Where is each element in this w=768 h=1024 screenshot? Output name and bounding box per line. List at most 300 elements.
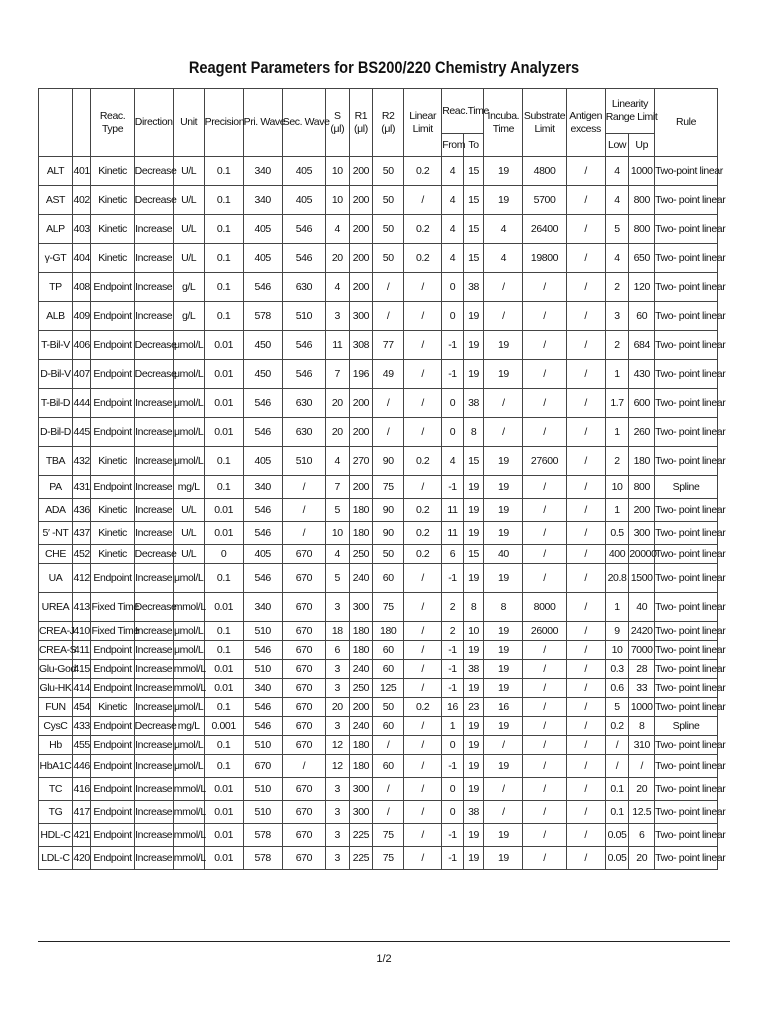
cell-substrate-limit: / <box>523 476 566 499</box>
cell-precision: 0.1 <box>204 447 243 476</box>
cell-s: 6 <box>325 641 349 660</box>
cell-r2: 125 <box>373 679 404 698</box>
cell-rule: Two- point linear <box>655 545 718 564</box>
cell-code: 421 <box>72 824 91 847</box>
table-row <box>39 717 718 736</box>
cell-reac-to: 15 <box>463 244 484 273</box>
header-sec-wave: Sec. Wave <box>282 89 325 157</box>
cell-incuba-time: / <box>484 389 523 418</box>
cell-range-up: 260 <box>629 418 655 447</box>
cell-direction: Increase <box>134 641 173 660</box>
cell-rule: Two- point linear <box>655 360 718 389</box>
cell-reac-from: 11 <box>442 522 464 545</box>
cell-linear-limit: / <box>404 302 442 331</box>
cell-reac-to: 23 <box>463 698 484 717</box>
cell-range-up: 800 <box>629 476 655 499</box>
table-row <box>39 331 718 360</box>
table-row <box>39 778 718 801</box>
cell-range-low: 0.05 <box>605 847 629 870</box>
cell-range-low: 0.6 <box>605 679 629 698</box>
cell-sec-wave: 670 <box>282 545 325 564</box>
cell-range-low: 10 <box>605 641 629 660</box>
cell-reac-to: 19 <box>463 679 484 698</box>
cell-reac-from: -1 <box>442 660 464 679</box>
cell-reac-to: 19 <box>463 847 484 870</box>
cell-range-up: 120 <box>629 273 655 302</box>
cell-range-up: 20 <box>629 778 655 801</box>
cell-range-up: 28 <box>629 660 655 679</box>
cell-unit: mg/L <box>173 476 204 499</box>
cell-s: 10 <box>325 186 349 215</box>
cell-substrate-limit: / <box>523 847 566 870</box>
cell-direction: Increase <box>134 679 173 698</box>
cell-r1: 180 <box>349 736 373 755</box>
cell-s: 3 <box>325 679 349 698</box>
cell-pri-wave: 510 <box>243 801 282 824</box>
table-row <box>39 679 718 698</box>
cell-linear-limit: 0.2 <box>404 522 442 545</box>
cell-direction: Increase <box>134 447 173 476</box>
cell-rule: Two- point linear <box>655 824 718 847</box>
cell-r1: 300 <box>349 778 373 801</box>
cell-s: 3 <box>325 593 349 622</box>
table-row <box>39 522 718 545</box>
cell-substrate-limit: / <box>523 360 566 389</box>
cell-range-low: 1 <box>605 360 629 389</box>
header-pri-wave: Pri. Wave <box>243 89 282 157</box>
cell-direction: Increase <box>134 244 173 273</box>
cell-code: 415 <box>72 660 91 679</box>
cell-unit: μmol/L <box>173 447 204 476</box>
cell-range-low: 1 <box>605 593 629 622</box>
table-row <box>39 418 718 447</box>
cell-substrate-limit: / <box>523 522 566 545</box>
cell-precision: 0.1 <box>204 622 243 641</box>
cell-reac-to: 19 <box>463 360 484 389</box>
cell-r2: / <box>373 302 404 331</box>
cell-r1: 300 <box>349 801 373 824</box>
cell-r2: 75 <box>373 847 404 870</box>
cell-r2: 50 <box>373 698 404 717</box>
cell-direction: Decrease <box>134 157 173 186</box>
cell-incuba-time: 19 <box>484 564 523 593</box>
cell-r1: 225 <box>349 847 373 870</box>
cell-s: 20 <box>325 418 349 447</box>
cell-reac-type: Kinetic <box>91 215 134 244</box>
cell-rule: Two- point linear <box>655 622 718 641</box>
cell-r2: / <box>373 273 404 302</box>
cell-pri-wave: 510 <box>243 778 282 801</box>
cell-sec-wave: 405 <box>282 157 325 186</box>
header-code <box>72 89 91 157</box>
cell-code: 452 <box>72 545 91 564</box>
cell-range-low: 2 <box>605 331 629 360</box>
cell-rule: Two- point linear <box>655 331 718 360</box>
cell-precision: 0.01 <box>204 847 243 870</box>
cell-direction: Increase <box>134 736 173 755</box>
cell-code: 416 <box>72 778 91 801</box>
cell-r1: 200 <box>349 418 373 447</box>
cell-reac-to: 15 <box>463 447 484 476</box>
cell-s: 3 <box>325 847 349 870</box>
cell-r2: 49 <box>373 360 404 389</box>
cell-r1: 240 <box>349 660 373 679</box>
cell-antigen-excess: / <box>566 564 605 593</box>
cell-linear-limit: 0.2 <box>404 215 442 244</box>
cell-range-up: 800 <box>629 186 655 215</box>
cell-range-low: 5 <box>605 698 629 717</box>
cell-range-low: 10 <box>605 476 629 499</box>
cell-range-low: / <box>605 755 629 778</box>
cell-reac-type: Fixed Time <box>91 622 134 641</box>
cell-incuba-time: 19 <box>484 660 523 679</box>
cell-code: 445 <box>72 418 91 447</box>
cell-code: 404 <box>72 244 91 273</box>
cell-s: 18 <box>325 622 349 641</box>
cell-incuba-time: 4 <box>484 244 523 273</box>
table-row <box>39 499 718 522</box>
cell-range-up: 20000 <box>629 545 655 564</box>
cell-linear-limit: / <box>404 186 442 215</box>
cell-precision: 0.1 <box>204 157 243 186</box>
cell-code: 412 <box>72 564 91 593</box>
cell-reac-type: Endpoint <box>91 360 134 389</box>
cell-reac-type: Kinetic <box>91 186 134 215</box>
cell-item: ALB <box>39 302 73 331</box>
cell-s: 11 <box>325 331 349 360</box>
cell-item: CysC <box>39 717 73 736</box>
cell-unit: mmol/L <box>173 847 204 870</box>
cell-reac-from: -1 <box>442 476 464 499</box>
cell-substrate-limit: / <box>523 418 566 447</box>
footer-divider <box>38 941 730 942</box>
cell-reac-type: Endpoint <box>91 736 134 755</box>
header-r1: R1 (μl) <box>349 89 373 157</box>
cell-direction: Increase <box>134 302 173 331</box>
cell-item: Hb <box>39 736 73 755</box>
cell-r1: 200 <box>349 244 373 273</box>
cell-sec-wave: 630 <box>282 273 325 302</box>
cell-reac-type: Kinetic <box>91 499 134 522</box>
cell-incuba-time: 8 <box>484 593 523 622</box>
cell-pri-wave: 546 <box>243 698 282 717</box>
cell-range-up: 6 <box>629 824 655 847</box>
cell-reac-from: 4 <box>442 186 464 215</box>
cell-precision: 0.1 <box>204 244 243 273</box>
cell-direction: Decrease <box>134 186 173 215</box>
cell-unit: mmol/L <box>173 660 204 679</box>
cell-r1: 225 <box>349 824 373 847</box>
cell-substrate-limit: 4800 <box>523 157 566 186</box>
cell-linear-limit: / <box>404 476 442 499</box>
header-antigen-excess: Antigen excess <box>566 89 605 157</box>
cell-linear-limit: / <box>404 593 442 622</box>
cell-sec-wave: 670 <box>282 660 325 679</box>
cell-r1: 200 <box>349 389 373 418</box>
cell-unit: μmol/L <box>173 698 204 717</box>
cell-unit: g/L <box>173 302 204 331</box>
cell-unit: μmol/L <box>173 389 204 418</box>
cell-unit: U/L <box>173 522 204 545</box>
cell-item: T-Bil-D <box>39 389 73 418</box>
cell-direction: Increase <box>134 755 173 778</box>
cell-direction: Increase <box>134 698 173 717</box>
cell-reac-type: Endpoint <box>91 824 134 847</box>
cell-range-up: 300 <box>629 522 655 545</box>
header-unit: Unit <box>173 89 204 157</box>
cell-pri-wave: 340 <box>243 593 282 622</box>
cell-direction: Increase <box>134 476 173 499</box>
cell-rule: Two- point linear <box>655 215 718 244</box>
cell-item: HbA1C <box>39 755 73 778</box>
cell-reac-to: 19 <box>463 331 484 360</box>
cell-linear-limit: / <box>404 564 442 593</box>
cell-s: 10 <box>325 522 349 545</box>
cell-substrate-limit: / <box>523 778 566 801</box>
cell-rule: Two- point linear <box>655 593 718 622</box>
cell-linear-limit: 0.2 <box>404 157 442 186</box>
cell-pri-wave: 340 <box>243 157 282 186</box>
table-row <box>39 641 718 660</box>
cell-r1: 200 <box>349 476 373 499</box>
cell-precision: 0.01 <box>204 660 243 679</box>
cell-item: Glu-God <box>39 660 73 679</box>
cell-linear-limit: / <box>404 331 442 360</box>
cell-reac-type: Endpoint <box>91 660 134 679</box>
cell-reac-to: 19 <box>463 824 484 847</box>
cell-s: 5 <box>325 564 349 593</box>
cell-direction: Decrease <box>134 717 173 736</box>
cell-incuba-time: / <box>484 273 523 302</box>
cell-pri-wave: 546 <box>243 418 282 447</box>
cell-r2: 50 <box>373 545 404 564</box>
cell-direction: Decrease <box>134 545 173 564</box>
cell-unit: U/L <box>173 244 204 273</box>
cell-linear-limit: 0.2 <box>404 447 442 476</box>
cell-antigen-excess: / <box>566 801 605 824</box>
cell-code: 408 <box>72 273 91 302</box>
cell-antigen-excess: / <box>566 641 605 660</box>
cell-unit: mmol/L <box>173 778 204 801</box>
cell-sec-wave: 630 <box>282 418 325 447</box>
cell-item: CREA-S <box>39 641 73 660</box>
table-row <box>39 593 718 622</box>
cell-rule: Two- point linear <box>655 755 718 778</box>
cell-item: 5′ -NT <box>39 522 73 545</box>
cell-rule: Two- point linear <box>655 778 718 801</box>
cell-reac-to: 15 <box>463 215 484 244</box>
cell-antigen-excess: / <box>566 717 605 736</box>
cell-antigen-excess: / <box>566 476 605 499</box>
cell-unit: mg/L <box>173 717 204 736</box>
cell-r1: 180 <box>349 641 373 660</box>
cell-reac-from: -1 <box>442 641 464 660</box>
cell-precision: 0.1 <box>204 273 243 302</box>
table-row <box>39 755 718 778</box>
cell-incuba-time: 19 <box>484 622 523 641</box>
table-row <box>39 564 718 593</box>
cell-unit: U/L <box>173 545 204 564</box>
cell-code: 411 <box>72 641 91 660</box>
cell-sec-wave: 510 <box>282 447 325 476</box>
cell-reac-from: 4 <box>442 244 464 273</box>
cell-s: 20 <box>325 244 349 273</box>
cell-range-up: 1500 <box>629 564 655 593</box>
cell-range-up: 40 <box>629 593 655 622</box>
cell-r2: / <box>373 736 404 755</box>
cell-incuba-time: 19 <box>484 522 523 545</box>
cell-unit: μmol/L <box>173 360 204 389</box>
cell-reac-type: Endpoint <box>91 418 134 447</box>
cell-reac-from: 2 <box>442 622 464 641</box>
table-row <box>39 447 718 476</box>
cell-r1: 200 <box>349 157 373 186</box>
cell-r1: 250 <box>349 679 373 698</box>
cell-linear-limit: / <box>404 360 442 389</box>
cell-reac-from: 0 <box>442 778 464 801</box>
cell-pri-wave: 546 <box>243 564 282 593</box>
cell-range-up: 2420 <box>629 622 655 641</box>
cell-range-up: 430 <box>629 360 655 389</box>
cell-item: UREA <box>39 593 73 622</box>
cell-antigen-excess: / <box>566 679 605 698</box>
cell-reac-to: 15 <box>463 186 484 215</box>
cell-code: 403 <box>72 215 91 244</box>
cell-substrate-limit: 26400 <box>523 215 566 244</box>
cell-reac-type: Endpoint <box>91 847 134 870</box>
cell-reac-to: 38 <box>463 389 484 418</box>
table-row <box>39 476 718 499</box>
cell-range-low: 2 <box>605 447 629 476</box>
cell-precision: 0.01 <box>204 801 243 824</box>
table-row <box>39 660 718 679</box>
cell-item: FUN <box>39 698 73 717</box>
cell-reac-to: 15 <box>463 157 484 186</box>
cell-substrate-limit: / <box>523 679 566 698</box>
cell-reac-to: 8 <box>463 593 484 622</box>
cell-range-up: 33 <box>629 679 655 698</box>
cell-item: CREA-J <box>39 622 73 641</box>
cell-antigen-excess: / <box>566 499 605 522</box>
cell-range-up: 200 <box>629 499 655 522</box>
cell-item: T-Bil-V <box>39 331 73 360</box>
cell-code: 444 <box>72 389 91 418</box>
table-row <box>39 273 718 302</box>
cell-direction: Increase <box>134 564 173 593</box>
cell-linear-limit: 0.2 <box>404 244 442 273</box>
cell-precision: 0.01 <box>204 418 243 447</box>
cell-s: 4 <box>325 447 349 476</box>
cell-rule: Two- point linear <box>655 186 718 215</box>
cell-range-low: 400 <box>605 545 629 564</box>
cell-rule: Two- point linear <box>655 302 718 331</box>
cell-item: LDL-C <box>39 847 73 870</box>
cell-linear-limit: / <box>404 679 442 698</box>
cell-antigen-excess: / <box>566 545 605 564</box>
cell-pri-wave: 510 <box>243 622 282 641</box>
cell-substrate-limit: / <box>523 736 566 755</box>
cell-reac-to: 19 <box>463 641 484 660</box>
cell-r1: 300 <box>349 302 373 331</box>
header-rule: Rule <box>655 89 718 157</box>
cell-s: 10 <box>325 157 349 186</box>
cell-s: 20 <box>325 698 349 717</box>
cell-reac-from: -1 <box>442 564 464 593</box>
cell-r2: 77 <box>373 331 404 360</box>
cell-reac-to: 15 <box>463 545 484 564</box>
cell-r1: 270 <box>349 447 373 476</box>
cell-unit: U/L <box>173 186 204 215</box>
cell-r2: 60 <box>373 755 404 778</box>
cell-precision: 0.01 <box>204 389 243 418</box>
cell-reac-type: Kinetic <box>91 545 134 564</box>
table-row <box>39 360 718 389</box>
cell-pri-wave: 546 <box>243 389 282 418</box>
cell-substrate-limit: / <box>523 302 566 331</box>
cell-r2: 60 <box>373 564 404 593</box>
cell-range-up: 20 <box>629 847 655 870</box>
cell-range-low: 20.8 <box>605 564 629 593</box>
cell-r2: 60 <box>373 660 404 679</box>
cell-sec-wave: / <box>282 476 325 499</box>
cell-reac-type: Endpoint <box>91 717 134 736</box>
cell-range-low: 4 <box>605 186 629 215</box>
cell-linear-limit: / <box>404 418 442 447</box>
cell-direction: Increase <box>134 824 173 847</box>
cell-linear-limit: / <box>404 801 442 824</box>
cell-precision: 0.01 <box>204 499 243 522</box>
cell-range-low: 0.2 <box>605 717 629 736</box>
cell-sec-wave: 670 <box>282 778 325 801</box>
cell-linear-limit: / <box>404 389 442 418</box>
cell-s: 12 <box>325 755 349 778</box>
cell-item: D-Bil-V <box>39 360 73 389</box>
cell-precision: 0.1 <box>204 755 243 778</box>
cell-precision: 0.1 <box>204 564 243 593</box>
cell-reac-from: 0 <box>442 418 464 447</box>
cell-pri-wave: 578 <box>243 302 282 331</box>
cell-rule: Two- point linear <box>655 273 718 302</box>
cell-reac-from: -1 <box>442 360 464 389</box>
cell-r1: 180 <box>349 499 373 522</box>
cell-r2: 50 <box>373 215 404 244</box>
cell-r2: 75 <box>373 824 404 847</box>
cell-incuba-time: / <box>484 302 523 331</box>
cell-antigen-excess: / <box>566 736 605 755</box>
cell-reac-from: 0 <box>442 389 464 418</box>
cell-r1: 240 <box>349 564 373 593</box>
cell-r2: 50 <box>373 186 404 215</box>
cell-range-up: / <box>629 755 655 778</box>
cell-reac-type: Endpoint <box>91 755 134 778</box>
cell-antigen-excess: / <box>566 302 605 331</box>
cell-sec-wave: 546 <box>282 360 325 389</box>
cell-range-low: 0.1 <box>605 778 629 801</box>
cell-rule: Two-point linear <box>655 157 718 186</box>
cell-incuba-time: / <box>484 801 523 824</box>
cell-range-low: 0.05 <box>605 824 629 847</box>
cell-linear-limit: / <box>404 660 442 679</box>
cell-linear-limit: 0.2 <box>404 545 442 564</box>
header-reac-time: Reac.Time <box>442 89 484 134</box>
cell-item: γ-GT <box>39 244 73 273</box>
cell-antigen-excess: / <box>566 157 605 186</box>
cell-linear-limit: / <box>404 755 442 778</box>
cell-linear-limit: / <box>404 736 442 755</box>
cell-reac-to: 38 <box>463 801 484 824</box>
document-title: Reagent Parameters for BS200/220 Chemistry Analyzers <box>188 58 580 77</box>
cell-substrate-limit: / <box>523 660 566 679</box>
